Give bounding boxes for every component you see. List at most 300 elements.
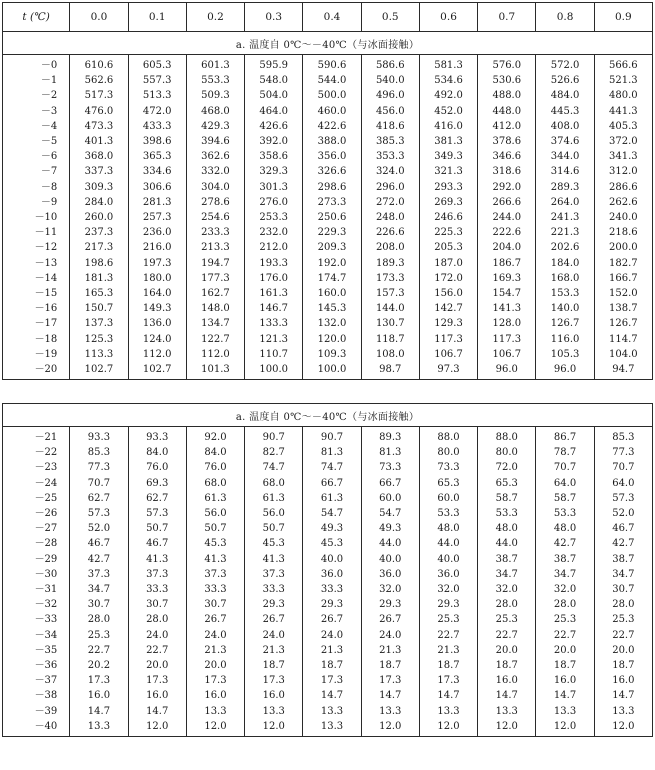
value-cell: 152.0 [609,288,638,300]
value-cell: 193.3 [259,257,289,269]
col-header: 0.6 [419,3,477,32]
value-cell: 605.3 [142,60,172,71]
value-cell: 189.3 [375,257,405,269]
value-cell: 14.7 [320,690,344,702]
value-cell: 13.3 [87,720,111,732]
value-cell: 40.0 [437,553,460,565]
value-cell: 56.0 [262,508,285,520]
value-cell: 448.0 [492,105,522,117]
value-cell: 429.3 [201,120,230,132]
value-cell: 21.3 [437,644,460,656]
value-cell: 488.0 [492,90,522,102]
value-column [594,427,652,737]
value-cell: 246.6 [434,212,463,224]
value-cell: 26.7 [262,614,285,626]
value-cell: 517.3 [84,90,114,102]
value-cell: 104.0 [609,348,638,360]
value-cell: 16.0 [553,675,577,687]
value-cell: 22.7 [553,629,577,641]
value-cell: 34.7 [87,584,111,596]
value-cell: 61.3 [262,492,285,504]
value-cell: 248.0 [375,212,405,224]
value-cell: 374.6 [550,136,580,148]
value-cell: 110.7 [259,348,289,360]
value-cell: 77.3 [87,462,111,474]
value-cell: 301.3 [259,181,289,193]
value-cell: 26.7 [320,614,344,626]
value-cell: 20.0 [612,644,635,656]
value-cell: 254.6 [201,212,230,224]
value-cell: 226.6 [375,227,405,239]
value-column [245,55,303,380]
value-cell: 46.7 [87,538,111,550]
value-cell: 181.3 [84,272,114,284]
value-cell: 500.0 [317,90,347,102]
value-cell: 37.3 [146,568,169,580]
value-cell: 53.3 [437,508,460,520]
value-cell: 24.0 [320,629,344,641]
value-cell: 456.0 [375,105,405,117]
value-cell: 78.7 [553,447,577,459]
value-cell: 17.3 [379,675,402,687]
value-cell: 117.3 [492,333,522,345]
value-cell: 218.6 [609,227,638,239]
value-cell: 337.3 [84,166,114,178]
value-cell: 86.7 [553,432,577,443]
value-cell: 433.3 [142,120,172,132]
value-cell: 122.7 [201,333,230,345]
value-cell: 241.3 [550,212,580,224]
value-cell: 173.3 [375,272,405,284]
value-cell: 82.7 [262,447,285,459]
value-cell: 378.6 [492,136,522,148]
value-cell: 21.3 [379,644,402,656]
value-cell: 126.7 [609,318,638,330]
value-cell: 176.0 [259,272,289,284]
value-cell: 137.3 [84,318,114,330]
subtitle-row [3,32,653,55]
value-cell: 460.0 [317,105,347,117]
value-cell: 20.0 [146,660,169,672]
value-cell: 148.0 [201,303,230,315]
temperature-cell: －25 [34,492,58,504]
value-cell: 240.0 [609,212,638,224]
temperature-cell: －37 [34,675,58,687]
value-cell: 452.0 [434,105,463,117]
value-cell: 30.7 [204,599,227,611]
value-cell: 405.3 [609,120,638,132]
value-cell: 273.3 [317,196,347,208]
temperature-header: t (℃) [3,3,70,32]
value-cell: 18.7 [320,660,344,672]
value-cell: 44.0 [437,538,460,550]
value-cell: 46.7 [146,538,169,550]
value-cell: 61.3 [320,492,344,504]
value-cell: 68.0 [262,477,285,489]
value-cell: 504.0 [259,90,289,102]
value-cell: 509.3 [201,90,230,102]
temperature-cell: －35 [34,644,58,656]
value-cell: 65.3 [495,477,518,489]
value-cell: 346.6 [492,151,522,163]
value-cell: 29.3 [262,599,285,611]
value-cell: 62.7 [146,492,169,504]
temperature-cell: －22 [34,447,58,459]
value-cell: 26.7 [379,614,402,626]
value-cell: 56.0 [204,508,227,520]
temperature-cell: －28 [34,538,58,550]
value-cell: 21.3 [262,644,285,656]
value-cell: 21.3 [320,644,344,656]
value-cell: 13.3 [379,705,402,717]
temperature-cell: －7 [40,166,58,178]
value-cell: 13.3 [320,720,344,732]
value-cell: 58.7 [553,492,577,504]
value-cell: 121.3 [259,333,289,345]
value-cell: 73.3 [379,462,402,474]
value-cell: 205.3 [434,242,463,254]
temperature-cell: －26 [34,508,58,520]
value-cell: 65.3 [437,477,460,489]
value-cell: 36.0 [320,568,344,580]
value-cell: 85.3 [612,432,635,443]
value-cell: 164.0 [142,288,172,300]
value-cell: 13.3 [320,705,344,717]
value-cell: 250.6 [317,212,347,224]
value-cell: 150.7 [84,303,114,315]
value-cell: 145.3 [317,303,347,315]
value-cell: 272.0 [375,196,405,208]
value-cell: 24.0 [204,629,227,641]
temperature-cell: －39 [34,705,58,717]
temperature-cell: －4 [40,120,58,132]
value-cell: 38.7 [495,553,518,565]
temperature-cell: －40 [34,720,58,732]
value-cell: 25.3 [553,614,577,626]
value-cell: 286.6 [609,181,638,193]
value-cell: 221.3 [550,227,580,239]
value-column [478,427,536,737]
value-cell: 45.3 [204,538,227,550]
value-cell: 590.6 [317,60,347,71]
value-cell: 204.0 [492,242,522,254]
value-cell: 134.7 [201,318,230,330]
value-cell: 540.0 [375,75,405,87]
temperature-cell: －1 [40,75,58,87]
value-cell: 480.0 [609,90,638,102]
value-cell: 113.3 [84,348,114,360]
value-cell: 394.6 [201,136,230,148]
value-cell: 153.3 [550,288,580,300]
value-cell: 32.0 [437,584,460,596]
value-cell: 49.3 [379,523,402,535]
value-cell: 293.3 [434,181,463,193]
value-cell: 58.7 [495,492,518,504]
value-cell: 572.0 [550,60,580,71]
value-cell: 222.6 [492,227,522,239]
value-cell: 225.3 [434,227,463,239]
value-cell: 30.7 [612,584,635,596]
value-cell: 93.3 [146,432,169,443]
value-column [536,55,594,380]
value-cell: 92.0 [204,432,227,443]
temperature-cell: －19 [34,348,58,360]
temperature-cell: －30 [34,568,58,580]
value-cell: 41.3 [146,553,169,565]
value-cell: 93.3 [87,432,111,443]
value-cell: 372.0 [609,136,638,148]
value-cell: 298.6 [317,181,347,193]
value-cell: 610.6 [84,60,114,71]
temperature-cell: －27 [34,523,58,535]
temperature-cell: －10 [34,212,58,224]
value-cell: 46.7 [612,523,635,535]
value-cell: 236.0 [142,227,172,239]
temperature-cell: －9 [40,196,58,208]
value-cell: 133.3 [259,318,289,330]
value-cell: 22.7 [495,629,518,641]
temperature-cell: －5 [40,136,58,148]
value-cell: 49.3 [320,523,344,535]
value-cell: 365.3 [142,151,172,163]
value-cell: 100.0 [317,364,347,376]
value-cell: 232.0 [259,227,289,239]
value-cell: 12.0 [495,720,518,732]
value-cell: 326.6 [317,166,347,178]
temperature-column [3,427,70,737]
value-column [419,427,477,737]
value-cell: 118.7 [375,333,405,345]
value-cell: 212.0 [259,242,289,254]
value-cell: 194.7 [201,257,230,269]
value-cell: 34.7 [495,568,518,580]
temperature-cell: －15 [34,288,58,300]
value-cell: 318.6 [492,166,522,178]
value-cell: 30.7 [87,599,111,611]
value-cell: 73.3 [437,462,460,474]
value-cell: 208.0 [375,242,405,254]
value-cell: 108.0 [375,348,405,360]
value-cell: 169.3 [492,272,522,284]
temperature-cell: －18 [34,333,58,345]
value-cell: 296.0 [375,181,405,193]
data-block [3,427,653,737]
value-cell: 381.3 [434,136,463,148]
value-cell: 172.0 [434,272,463,284]
value-cell: 266.6 [492,196,522,208]
value-cell: 166.7 [609,272,638,284]
value-cell: 388.0 [317,136,347,148]
value-cell: 85.3 [87,447,111,459]
value-cell: 34.7 [553,568,577,580]
value-cell: 29.3 [437,599,460,611]
value-cell: 142.7 [434,303,463,315]
value-cell: 70.7 [553,462,577,474]
value-cell: 12.0 [379,720,402,732]
value-cell: 257.3 [142,212,172,224]
temperature-cell: －24 [34,477,58,489]
value-cell: 80.0 [437,447,460,459]
value-column [186,55,244,380]
value-cell: 324.0 [375,166,405,178]
value-cell: 60.0 [437,492,460,504]
value-cell: 41.3 [262,553,285,565]
value-cell: 168.0 [550,272,580,284]
value-cell: 349.3 [434,151,463,163]
value-cell: 209.3 [317,242,347,254]
value-cell: 57.3 [87,508,111,520]
value-cell: 44.0 [379,538,402,550]
value-cell: 18.7 [612,660,635,672]
value-cell: 278.6 [201,196,230,208]
value-cell: 32.0 [553,584,577,596]
value-cell: 45.3 [320,538,344,550]
table-subtitle: a. 温度自 0℃～－40℃（与冰面接触） [3,404,653,427]
value-cell: 18.7 [262,660,285,672]
value-cell: 284.0 [84,196,114,208]
value-cell: 38.7 [553,553,577,565]
value-cell: 184.0 [550,257,580,269]
value-cell: 102.7 [84,364,114,376]
value-cell: 29.3 [320,599,344,611]
value-cell: 17.3 [320,675,344,687]
value-cell: 54.7 [320,508,344,520]
value-cell: 16.0 [146,690,169,702]
value-cell: 24.0 [262,629,285,641]
col-header: 0.1 [128,3,186,32]
value-cell: 344.0 [550,151,580,163]
value-cell: 25.3 [612,614,635,626]
value-cell: 126.7 [550,318,580,330]
value-cell: 16.0 [495,675,518,687]
col-header: 0.9 [594,3,652,32]
value-cell: 105.3 [550,348,580,360]
value-cell: 233.3 [201,227,230,239]
value-cell: 306.6 [142,181,172,193]
value-cell: 28.0 [553,599,577,611]
value-cell: 595.9 [259,60,289,71]
value-cell: 513.3 [142,90,172,102]
value-cell: 187.0 [434,257,463,269]
value-column [303,427,361,737]
value-cell: 581.3 [434,60,463,71]
value-cell: 140.0 [550,303,580,315]
value-cell: 13.3 [553,705,577,717]
temperature-cell: －17 [34,318,58,330]
col-header: 0.8 [536,3,594,32]
value-column [361,427,419,737]
value-cell: 96.0 [553,364,577,376]
temperature-cell: －16 [34,303,58,315]
value-cell: 412.0 [492,120,522,132]
value-cell: 42.7 [612,538,635,550]
value-cell: 97.3 [437,364,460,376]
value-cell: 229.3 [317,227,347,239]
value-cell: 100.0 [259,364,289,376]
value-cell: 14.7 [146,705,169,717]
value-column [419,55,477,380]
value-cell: 356.0 [317,151,347,163]
value-column [361,55,419,380]
value-cell: 66.7 [379,477,402,489]
value-cell: 20.2 [87,660,111,672]
value-cell: 81.3 [320,447,344,459]
value-cell: 102.7 [142,364,172,376]
value-column [128,427,186,737]
value-cell: 106.7 [492,348,522,360]
value-cell: 484.0 [550,90,580,102]
value-cell: 213.3 [201,242,230,254]
value-cell: 16.0 [87,690,111,702]
value-cell: 14.7 [495,690,518,702]
value-cell: 16.0 [612,675,635,687]
value-cell: 177.3 [201,272,230,284]
value-cell: 353.3 [375,151,405,163]
value-cell: 165.3 [84,288,114,300]
value-cell: 368.0 [84,151,114,163]
value-cell: 332.0 [201,166,230,178]
value-cell: 200.0 [609,242,638,254]
temperature-cell: －38 [34,690,58,702]
value-cell: 25.3 [437,614,460,626]
value-cell: 269.3 [434,196,463,208]
value-cell: 154.7 [492,288,522,300]
value-cell: 32.0 [495,584,518,596]
value-cell: 180.0 [142,272,172,284]
subtitle-row [3,404,653,427]
temperature-cell: －36 [34,660,58,672]
temperature-column [3,55,70,380]
value-cell: 20.0 [204,660,227,672]
value-cell: 42.7 [87,553,111,565]
value-cell: 130.7 [375,318,405,330]
value-cell: 34.7 [612,568,635,580]
value-cell: 14.7 [553,690,577,702]
value-cell: 117.3 [434,333,463,345]
value-cell: 74.7 [262,462,285,474]
value-cell: 14.7 [612,690,635,702]
value-cell: 244.0 [492,212,522,224]
value-cell: 57.3 [146,508,169,520]
value-cell: 114.7 [609,333,638,345]
value-cell: 202.6 [550,242,580,254]
value-cell: 468.0 [201,105,230,117]
value-cell: 14.7 [379,690,402,702]
value-column [536,427,594,737]
value-cell: 20.0 [495,644,518,656]
value-cell: 198.6 [84,257,114,269]
temperature-cell: －23 [34,462,58,474]
value-cell: 109.3 [317,348,347,360]
value-cell: 576.0 [492,60,522,71]
value-cell: 304.0 [201,181,230,193]
value-cell: 52.0 [612,508,635,520]
value-column [478,55,536,380]
value-cell: 48.0 [437,523,460,535]
value-cell: 526.6 [550,75,580,87]
value-cell: 24.0 [146,629,169,641]
value-cell: 36.0 [379,568,402,580]
value-cell: 28.0 [146,614,169,626]
col-header: 0.5 [361,3,419,32]
value-cell: 69.3 [146,477,169,489]
value-cell: 13.3 [204,705,227,717]
temperature-cell: －6 [40,151,58,163]
value-cell: 445.3 [550,105,580,117]
value-cell: 260.0 [84,212,114,224]
value-cell: 162.7 [201,288,230,300]
value-cell: 48.0 [495,523,518,535]
